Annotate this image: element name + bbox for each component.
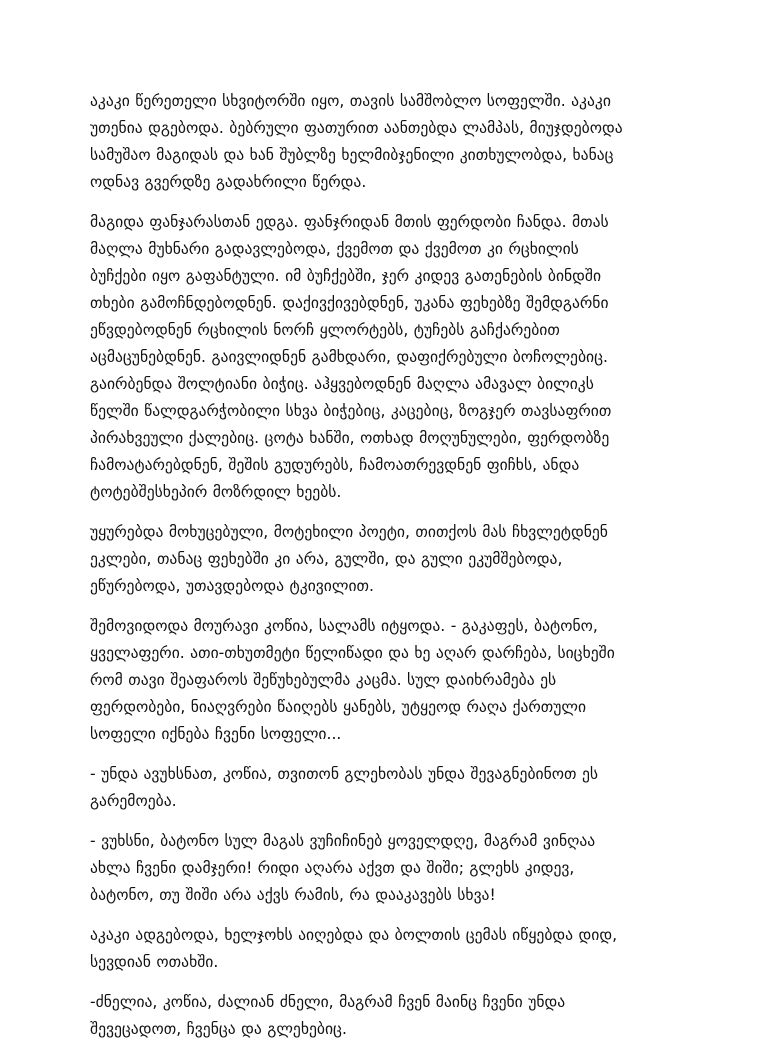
paragraph-4: შემოვიდოდა მოურავი კოწია, სალამს იტყოდა. - გაკაფეს, ბატონო, ყველაფერი. ათი-თხუთმეტი წელიწადი და ხე აღარ დარჩება, სიცხეში რომ თავი შეაფაროს შეწუხებულმა კაცმა. სულ დაიხრამება ეს ფერდობები, ნიაღვრები წაიღებს ყანებს, უტყეოდ რაღა ქართული სოფელი იქნება ჩვენი სოფელი...	[90, 617, 615, 743]
paragraph-6: - ვუხსნი, ბატონო სულ მაგას ვუჩიჩინებ ყოველდღე, მაგრამ ვინღაა ახლა ჩვენი დამჯერი! რიდი აღარა აქვთ და შიში; გლეხს კიდევ, ბატონო, თუ შიში არა აქვს რამის, რა დააკავებს სხვა!	[90, 832, 596, 904]
paragraph-3: უყურებდა მოხუცებული, მოტეხილი პოეტი, თითქოს მას ჩხვლეტდნენ ეკლები, თანაც ფეხებში კი არა, გულში, და გული ეკუმშებოდა, ეწურებოდა, უთავდებოდა ტკივილით.	[90, 523, 608, 595]
paragraph-2: მაგიდა ფანჯარასთან ედგა. ფანჯრიდან მთის ფერდობი ჩანდა. მთას მაღლა მუხნარი გადავლებოდა, ქვემოთ და ქვემოთ კი რცხილის ბუჩქები იყო გაფანტული. იმ ბუჩქებში, ჯერ კიდევ გათენების ბინდში თხები გამოჩნდებოდნენ. დაქივქივებდნენ, უკანა ფეხებზე შემდგარნი ეწვდებოდნენ რცხილის ნორჩ ყლორტებს, ტუჩებს გაჩქარებით აცმაცუნებდნენ. გაივლიდნენ გამხდარი, დაფიქრებული ბოჩოლებიც. გაირბენდა შოლტიანი ბიჭიც. აჰყვებოდნენ მაღლა ამავალ ბილიკს წელში წალდგარჭობილი სხვა ბიჭებიც, კაცებიც, ზოგჯერ თავსაფრით პირახვეული ქალებიც. ცოტა ხანში, ოთხად მოღუნულები, ფერდობზე ჩამოატარებდნენ, შეშის გუდურებს, ჩამოათრევდნენ ფიჩხს, ანდა ტოტებშესხეპირ მოზრდილ ხეებს.	[90, 213, 612, 501]
paragraph-1: აკაკი წერეთელი სხვიტორში იყო, თავის სამშობლო სოფელში. აკაკი უთენია დგებოდა. ბებრული ფათურით აანთებდა ლამპას, მიუჯდებოდა სამუშაო მაგიდას და ხან შუბლზე ხელმიბჯენილი კითხულობდა, ხანაც ოდნავ გვერდზე გადახრილი წერდა.	[90, 92, 623, 191]
paragraph-8: -ძნელია, კოწია, ძალიან ძნელი, მაგრამ ჩვენ მაინც ჩვენი უნდა შევეცადოთ, ჩვენცა და გლეხებიც.	[90, 993, 566, 1038]
paragraph-7: აკაკი ადგებოდა, ხელჯოხს აიღებდა და ბოლთის ცემას იწყებდა დიდ, სევდიან ოთახში.	[90, 926, 618, 971]
paragraph-5: - უნდა ავუხსნათ, კოწია, თვითონ გლეხობას უნდა შევაგნებინოთ ეს გარემოება.	[90, 765, 599, 810]
document-page	[90, 88, 690, 1056]
